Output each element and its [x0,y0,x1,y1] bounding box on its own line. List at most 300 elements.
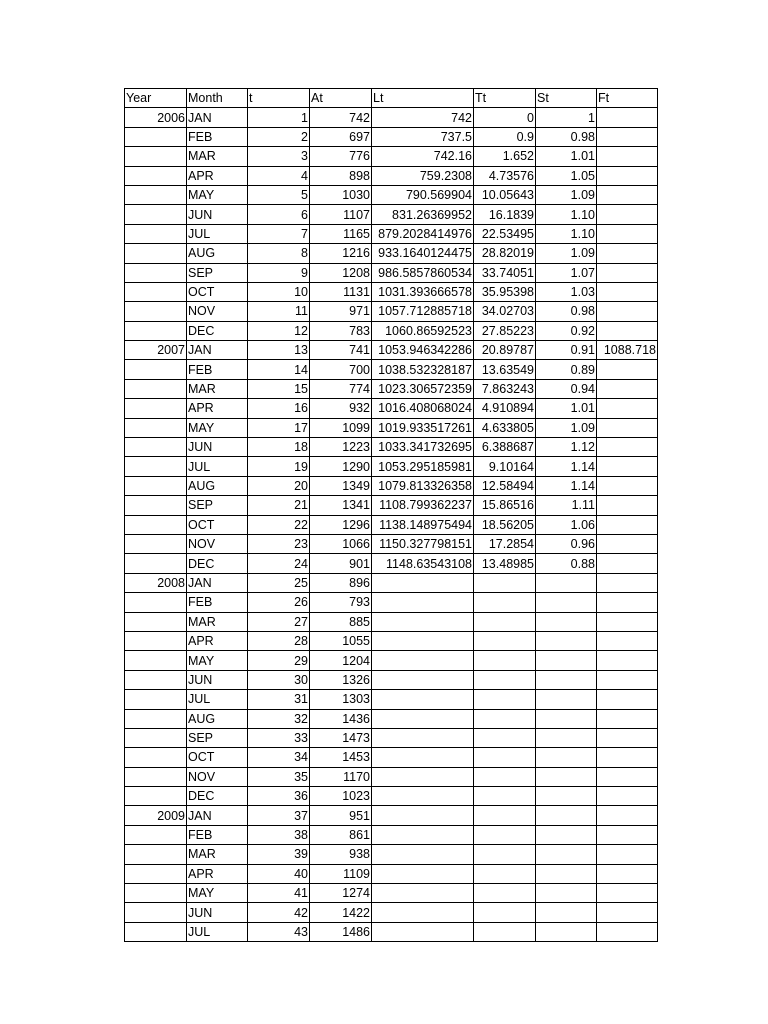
cell-month: AUG [187,476,248,495]
cell-st [536,612,597,631]
table-row [125,825,658,844]
cell-st [536,884,597,903]
cell-lt [372,903,474,922]
cell-at: 1296 [310,515,372,534]
cell-t: 28 [248,631,310,650]
cell-t: 14 [248,360,310,379]
cell-lt: 1038.532328187 [372,360,474,379]
cell-t: 13 [248,341,310,360]
table-row [125,845,658,864]
table-row [125,534,658,553]
cell-month: MAY [187,185,248,204]
cell-lt [372,593,474,612]
cell-st [536,593,597,612]
cell-tt [474,748,536,767]
cell-st: 1.03 [536,282,597,301]
cell-year [125,438,187,457]
cell-tt: 27.85223 [474,321,536,340]
cell-lt: 1057.712885718 [372,302,474,321]
cell-year [125,903,187,922]
cell-tt: 17.2854 [474,534,536,553]
cell-year [125,282,187,301]
cell-st [536,631,597,650]
table-row [125,864,658,883]
cell-ft [597,379,658,398]
cell-month: MAR [187,612,248,631]
cell-at: 774 [310,379,372,398]
cell-ft [597,438,658,457]
cell-t: 7 [248,224,310,243]
cell-lt: 986.5857860534 [372,263,474,282]
cell-st [536,825,597,844]
cell-at: 938 [310,845,372,864]
cell-st: 1.09 [536,244,597,263]
cell-month: OCT [187,282,248,301]
cell-t: 33 [248,728,310,747]
cell-month: NOV [187,767,248,786]
cell-lt [372,573,474,592]
cell-st: 1.01 [536,147,597,166]
cell-lt: 1053.946342286 [372,341,474,360]
cell-month: JUN [187,903,248,922]
cell-tt [474,651,536,670]
cell-year [125,922,187,941]
cell-year [125,709,187,728]
cell-t: 18 [248,438,310,457]
cell-t: 4 [248,166,310,185]
cell-year [125,244,187,263]
cell-tt [474,922,536,941]
cell-year [125,728,187,747]
cell-t: 21 [248,496,310,515]
table-row [125,670,658,689]
table-row [125,244,658,263]
cell-ft [597,728,658,747]
cell-ft [597,321,658,340]
cell-t: 5 [248,185,310,204]
cell-ft [597,476,658,495]
cell-st: 1.10 [536,205,597,224]
cell-year [125,379,187,398]
cell-t: 9 [248,263,310,282]
cell-at: 700 [310,360,372,379]
cell-ft [597,418,658,437]
cell-tt [474,806,536,825]
header-lt: Lt [372,89,474,108]
data-table [124,88,658,942]
cell-lt [372,845,474,864]
cell-st: 1.14 [536,476,597,495]
cell-tt [474,728,536,747]
cell-tt: 6.388687 [474,438,536,457]
cell-month: MAY [187,418,248,437]
header-row [125,89,658,108]
cell-year [125,263,187,282]
cell-lt: 1016.408068024 [372,399,474,418]
cell-t: 27 [248,612,310,631]
cell-month: APR [187,631,248,650]
header-at: At [310,89,372,108]
cell-t: 11 [248,302,310,321]
cell-tt: 16.1839 [474,205,536,224]
cell-year [125,864,187,883]
cell-st: 1.09 [536,418,597,437]
cell-lt [372,651,474,670]
cell-month: JUL [187,690,248,709]
cell-at: 793 [310,593,372,612]
cell-ft [597,399,658,418]
cell-ft [597,690,658,709]
table-row [125,399,658,418]
cell-st: 1.11 [536,496,597,515]
cell-st [536,767,597,786]
cell-at: 896 [310,573,372,592]
cell-tt [474,709,536,728]
cell-tt: 4.910894 [474,399,536,418]
cell-t: 10 [248,282,310,301]
cell-t: 16 [248,399,310,418]
cell-month: JUN [187,438,248,457]
cell-ft [597,166,658,185]
cell-tt [474,903,536,922]
cell-st: 0.91 [536,341,597,360]
table-row [125,205,658,224]
cell-year [125,884,187,903]
cell-at: 1349 [310,476,372,495]
cell-at: 776 [310,147,372,166]
cell-ft [597,263,658,282]
cell-at: 1453 [310,748,372,767]
cell-year [125,127,187,146]
cell-year [125,825,187,844]
cell-at: 1055 [310,631,372,650]
table-row [125,884,658,903]
cell-lt [372,631,474,650]
cell-at: 1303 [310,690,372,709]
cell-year [125,631,187,650]
cell-tt: 35.95398 [474,282,536,301]
cell-year [125,767,187,786]
cell-st: 1.05 [536,166,597,185]
cell-lt: 933.1640124475 [372,244,474,263]
cell-lt [372,709,474,728]
cell-st: 1.09 [536,185,597,204]
table-row [125,147,658,166]
cell-tt: 4.633805 [474,418,536,437]
cell-st [536,728,597,747]
cell-year [125,224,187,243]
cell-tt: 0 [474,108,536,127]
table-row [125,379,658,398]
cell-tt [474,884,536,903]
cell-month: FEB [187,127,248,146]
cell-tt: 7.863243 [474,379,536,398]
cell-st: 1.12 [536,438,597,457]
cell-st: 0.88 [536,554,597,573]
table-row [125,360,658,379]
cell-year [125,515,187,534]
cell-ft [597,825,658,844]
table-row [125,108,658,127]
cell-at: 1290 [310,457,372,476]
cell-month: JUL [187,457,248,476]
cell-tt [474,825,536,844]
table-row [125,496,658,515]
cell-t: 24 [248,554,310,573]
cell-tt: 10.05643 [474,185,536,204]
cell-t: 25 [248,573,310,592]
cell-t: 39 [248,845,310,864]
cell-lt: 742 [372,108,474,127]
cell-ft [597,670,658,689]
cell-st [536,573,597,592]
cell-ft [597,554,658,573]
cell-lt [372,690,474,709]
cell-st: 1.07 [536,263,597,282]
cell-lt: 1060.86592523 [372,321,474,340]
cell-lt: 1150.327798151 [372,534,474,553]
cell-ft [597,185,658,204]
cell-month: JAN [187,108,248,127]
cell-ft [597,573,658,592]
header-st: St [536,89,597,108]
cell-month: FEB [187,825,248,844]
cell-year [125,147,187,166]
table-row [125,728,658,747]
cell-year [125,554,187,573]
table-body [125,108,658,942]
cell-ft [597,515,658,534]
cell-t: 32 [248,709,310,728]
cell-at: 1030 [310,185,372,204]
cell-month: AUG [187,244,248,263]
cell-tt: 13.63549 [474,360,536,379]
cell-t: 40 [248,864,310,883]
cell-year [125,593,187,612]
table-row [125,593,658,612]
table-row [125,341,658,360]
cell-tt: 22.53495 [474,224,536,243]
cell-month: MAY [187,651,248,670]
cell-lt: 737.5 [372,127,474,146]
cell-tt: 15.86516 [474,496,536,515]
cell-ft [597,127,658,146]
cell-ft [597,631,658,650]
header-year: Year [125,89,187,108]
cell-ft [597,457,658,476]
table-row [125,185,658,204]
cell-month: MAR [187,379,248,398]
cell-year [125,787,187,806]
cell-ft [597,224,658,243]
cell-month: JUL [187,922,248,941]
cell-ft [597,360,658,379]
cell-tt: 33.74051 [474,263,536,282]
cell-ft [597,748,658,767]
cell-year [125,670,187,689]
cell-ft [597,845,658,864]
cell-at: 901 [310,554,372,573]
cell-at: 1422 [310,903,372,922]
cell-month: NOV [187,534,248,553]
cell-year [125,166,187,185]
table-row [125,903,658,922]
cell-ft [597,147,658,166]
cell-at: 898 [310,166,372,185]
cell-t: 3 [248,147,310,166]
cell-ft [597,806,658,825]
cell-st [536,903,597,922]
cell-tt [474,690,536,709]
cell-at: 1066 [310,534,372,553]
cell-year [125,690,187,709]
cell-month: SEP [187,263,248,282]
cell-month: OCT [187,515,248,534]
cell-lt [372,825,474,844]
cell-lt: 790.569904 [372,185,474,204]
cell-ft [597,864,658,883]
cell-st [536,651,597,670]
cell-tt [474,845,536,864]
table-row [125,612,658,631]
cell-st [536,709,597,728]
cell-ft [597,593,658,612]
cell-st [536,670,597,689]
cell-tt [474,787,536,806]
cell-year [125,476,187,495]
cell-at: 1107 [310,205,372,224]
cell-year [125,845,187,864]
cell-lt [372,806,474,825]
cell-lt [372,748,474,767]
cell-t: 1 [248,108,310,127]
cell-at: 1165 [310,224,372,243]
cell-tt [474,631,536,650]
cell-tt: 28.82019 [474,244,536,263]
cell-st: 1.01 [536,399,597,418]
cell-year [125,205,187,224]
cell-at: 1274 [310,884,372,903]
cell-ft [597,244,658,263]
cell-month: DEC [187,321,248,340]
cell-year: 2007 [125,341,187,360]
cell-lt: 1023.306572359 [372,379,474,398]
table-row [125,651,658,670]
cell-at: 861 [310,825,372,844]
cell-lt [372,612,474,631]
cell-lt: 1108.799362237 [372,496,474,515]
cell-at: 885 [310,612,372,631]
cell-st: 1 [536,108,597,127]
cell-t: 20 [248,476,310,495]
cell-year [125,321,187,340]
header-month: Month [187,89,248,108]
table-row [125,476,658,495]
cell-at: 1109 [310,864,372,883]
cell-at: 1204 [310,651,372,670]
cell-st: 1.10 [536,224,597,243]
cell-st [536,806,597,825]
cell-at: 1131 [310,282,372,301]
cell-year: 2006 [125,108,187,127]
cell-year [125,418,187,437]
cell-at: 742 [310,108,372,127]
table-row [125,224,658,243]
cell-at: 1099 [310,418,372,437]
cell-at: 1341 [310,496,372,515]
cell-month: FEB [187,360,248,379]
cell-at: 971 [310,302,372,321]
cell-lt: 1079.813326358 [372,476,474,495]
cell-year [125,748,187,767]
cell-st: 0.89 [536,360,597,379]
cell-t: 15 [248,379,310,398]
table-row [125,806,658,825]
cell-st [536,748,597,767]
cell-t: 31 [248,690,310,709]
cell-month: MAR [187,845,248,864]
cell-ft [597,903,658,922]
cell-ft [597,884,658,903]
cell-t: 42 [248,903,310,922]
cell-month: JAN [187,573,248,592]
cell-month: SEP [187,728,248,747]
cell-at: 1436 [310,709,372,728]
cell-lt: 879.2028414976 [372,224,474,243]
cell-t: 38 [248,825,310,844]
cell-year [125,651,187,670]
table-row [125,166,658,185]
cell-lt [372,670,474,689]
cell-ft [597,534,658,553]
cell-t: 17 [248,418,310,437]
cell-month: APR [187,864,248,883]
cell-month: APR [187,399,248,418]
cell-t: 6 [248,205,310,224]
cell-t: 30 [248,670,310,689]
cell-month: MAR [187,147,248,166]
cell-at: 783 [310,321,372,340]
cell-ft [597,205,658,224]
cell-lt: 1019.933517261 [372,418,474,437]
cell-ft [597,496,658,515]
table-row [125,631,658,650]
cell-lt [372,884,474,903]
cell-ft [597,767,658,786]
cell-tt [474,864,536,883]
cell-tt [474,767,536,786]
cell-month: DEC [187,554,248,573]
cell-lt [372,864,474,883]
cell-tt: 4.73576 [474,166,536,185]
cell-month: APR [187,166,248,185]
cell-tt [474,670,536,689]
cell-st [536,864,597,883]
cell-tt: 12.58494 [474,476,536,495]
cell-tt: 0.9 [474,127,536,146]
cell-tt: 34.02703 [474,302,536,321]
cell-st: 0.98 [536,127,597,146]
cell-ft [597,922,658,941]
cell-at: 932 [310,399,372,418]
table-row [125,418,658,437]
cell-tt [474,593,536,612]
cell-at: 951 [310,806,372,825]
table-row [125,767,658,786]
cell-ft [597,651,658,670]
cell-month: JAN [187,806,248,825]
cell-ft [597,787,658,806]
